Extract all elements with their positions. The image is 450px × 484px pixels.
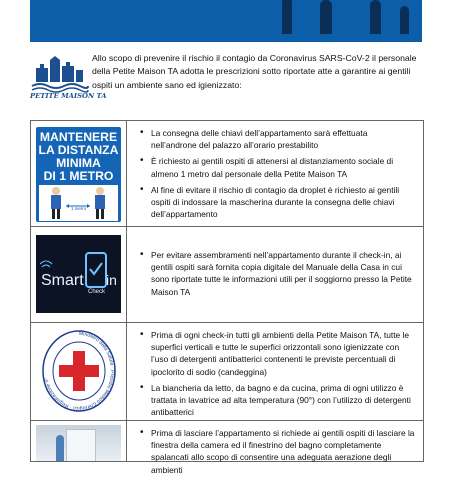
smart-label: Smart — [41, 272, 84, 289]
window-photo — [36, 425, 121, 461]
bullet-item: • Prima di lasciare l’appartamento si richiede ai gentili ospiti di lasciare la finestra della camera ed il finestrino del bagno completamente spalancati allo scopo di consentire una adeguata aerazione degli ambienti — [151, 427, 415, 476]
table-row — [31, 121, 423, 227]
bullet-list — [137, 127, 415, 220]
sign-line: LA DISTANZA — [38, 143, 119, 157]
sign-line: MINIMA — [56, 156, 101, 170]
sign-measure-label: 1 metro — [70, 206, 87, 211]
intro-section — [30, 50, 422, 112]
table-row — [31, 421, 423, 475]
bullet-list — [137, 427, 415, 476]
seal-ring-text: Ministero della Salute · Presidio Medico Chirurgico · Registrazione n° — [43, 330, 115, 412]
image-cell — [31, 323, 127, 420]
bullet-list — [137, 329, 415, 418]
ministry-seal-image — [41, 329, 117, 413]
image-cell — [31, 227, 127, 322]
bullet-item: • La biancheria da letto, da bagno e da cucina, prima di ogni utilizzo è trattata in lavatrice ad alta temperatura (90°) con l’utilizzo di detergenti antibatterici — [151, 382, 415, 419]
sign-line: MANTENERE — [39, 130, 118, 144]
bullet-item: • Prima di ogni check-in tutti gli ambienti della Petite Maison TA, tutte le superfici verticali e tutte le superfici orizzontali sono igienizzate con l’uso di detergenti antibatterici contenenti le previste percentuali di ipoclorito di sodio (candeggina) — [151, 329, 415, 378]
image-cell — [31, 121, 127, 226]
logo-brand-text: PETITE MAISON TA — [30, 92, 107, 100]
text-cell — [127, 421, 423, 484]
person-silhouette — [320, 0, 332, 34]
header-banner-image — [30, 0, 422, 42]
bullet-item: • Per evitare assembramenti nell’appartamento durante il check-in, ai gentili ospiti sarà fornita copia digitale del Manuale della Casa in cui sono riportate tutte le informazioni utili per il soggiorno presso la Petite Maison TA — [151, 249, 415, 298]
smart-checkin-image — [36, 235, 121, 313]
check-label: Check — [88, 289, 106, 295]
table-row — [31, 227, 423, 323]
two-people-icon — [36, 182, 121, 222]
bullet-list — [137, 249, 415, 298]
bullet-item: • È richiesto ai gentili ospiti di attenersi al distanziamento sociale di almeno 1 metro dal personale della Petite Maison TA — [151, 155, 415, 179]
text-cell — [127, 323, 423, 426]
table-row — [31, 323, 423, 421]
text-cell — [127, 121, 423, 228]
person-silhouette — [370, 0, 381, 34]
measures-table — [30, 120, 424, 475]
bullet-item: • La consegna delle chiavi dell’appartamento sarà effettuata nell’androne del palazzo all’orario prestabilito — [151, 127, 415, 151]
petite-maison-logo — [30, 52, 107, 107]
bullet-item: • Al fine di evitare il rischio di contagio da droplet è richiesto ai gentili ospiti di indossare la mascherina durante la consegna delle chiavi dell’appartamento — [151, 184, 415, 221]
intro-paragraph: Allo scopo di prevenire il rischio il contagio da Coronavirus SARS-CoV-2 il personale della Petite Maison TA adotta le prescrizioni sotto riportate atte a garantire ai gentili ospiti un ambiente sano ed igienizzato: — [92, 53, 417, 90]
distance-sign-image — [36, 127, 121, 222]
sign-line: DI 1 METRO — [43, 169, 114, 183]
image-cell — [31, 421, 127, 461]
person-silhouette — [400, 6, 409, 34]
in-label: in — [106, 272, 117, 288]
text-cell — [127, 227, 423, 306]
